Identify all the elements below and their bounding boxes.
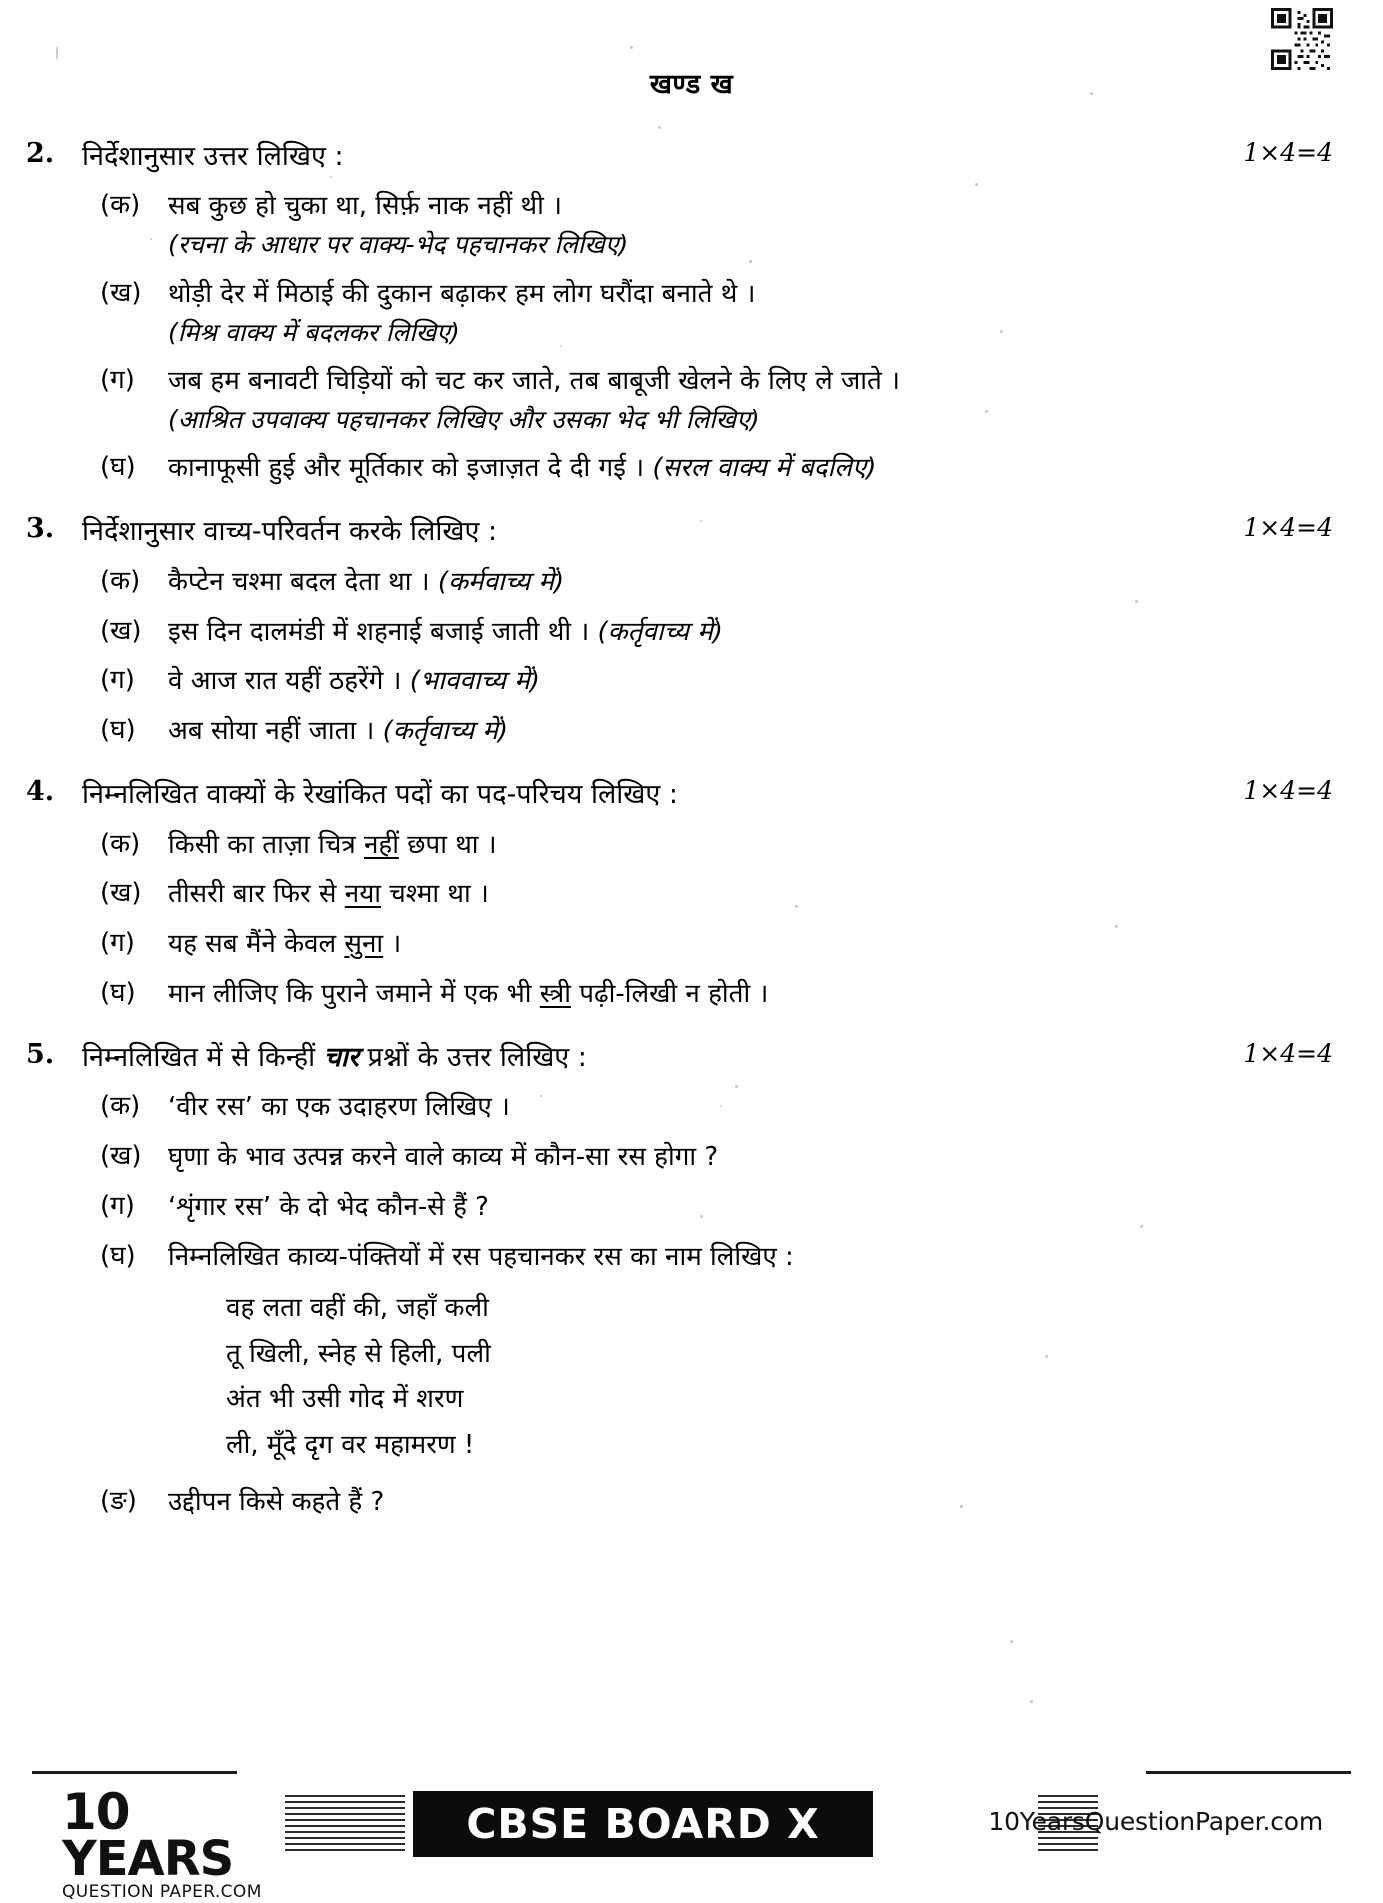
part-body: [168, 188, 1198, 262]
question-part: [82, 1189, 1198, 1226]
part-text: कानाफूसी हुई और मूर्तिकार को इजाज़त दे दी गई ।: [168, 453, 645, 484]
question-title-pre: निम्नलिखित में से किन्हीं: [82, 1042, 324, 1074]
part-text: कैप्टेन चश्मा बदल देता था ।: [168, 566, 430, 597]
question-part: [82, 276, 1198, 350]
part-label: (ग): [100, 1191, 135, 1222]
underlined-word: नहीं: [363, 829, 399, 860]
logo-subtitle: QUESTION PAPER.COM: [62, 1882, 262, 1903]
question-title: [82, 1039, 1198, 1076]
logo-top-line: [62, 1783, 277, 1887]
page-footer: [0, 1763, 1383, 1903]
part-text: वे आज रात यहीं ठहरेंगे ।: [168, 666, 402, 697]
question-title: निम्नलिखित वाक्यों के रेखांकित पदों का पद-परिचय लिखिए :: [82, 779, 678, 811]
logo-years: YEARS: [62, 1830, 234, 1887]
footer-hatch-left: [285, 1795, 405, 1853]
footer-rule-right: [1146, 1771, 1351, 1774]
cbse-board-banner: CBSE BOARD X: [413, 1791, 873, 1857]
question-part: [82, 1089, 1198, 1126]
part-body: [168, 614, 1198, 651]
part-body: [168, 926, 1198, 963]
part-text-pre: यह सब मैंने केवल: [168, 929, 345, 960]
part-inline-hint: (सरल वाक्य में बदलिए): [652, 453, 877, 484]
part-label: (घ): [100, 452, 136, 483]
part-text: निम्नलिखित काव्य-पंक्तियों में रस पहचानकर रस का नाम लिखिए :: [168, 1242, 794, 1273]
part-text: अब सोया नहीं जाता ।: [168, 716, 375, 747]
part-label: (ग): [100, 665, 135, 696]
question-part: [82, 188, 1198, 262]
part-body: [168, 827, 1198, 864]
question-title-emphasis: चार: [323, 1042, 359, 1074]
question-title: निर्देशानुसार उत्तर लिखिए :: [82, 141, 344, 172]
poem-line: तू खिली, स्नेह से हिली, पली: [226, 1338, 491, 1369]
poem-line: वह लता वहीं की, जहाँ कली: [226, 1293, 489, 1323]
part-text-post: चश्मा था ।: [381, 879, 489, 910]
part-body: [168, 1239, 1198, 1468]
underlined-word: सुना: [344, 929, 384, 960]
part-label: (घ): [100, 1241, 136, 1272]
part-body: उद्दीपन किसे कहते हैं ?: [168, 1487, 385, 1517]
part-body: ‘शृंगार रस’ के दो भेद कौन-से हैं ?: [168, 1192, 489, 1223]
part-label: (ग): [100, 365, 135, 396]
question-part: [82, 713, 1198, 750]
question-part: [82, 450, 1198, 487]
part-label: (ख): [100, 277, 142, 308]
part-label: (क): [100, 565, 141, 596]
question-block-4: [0, 776, 1383, 1013]
part-text: सब कुछ हो चुका था, सिर्फ़ नाक नहीं थी ।: [168, 191, 563, 222]
marks-allocation: 1×4=4: [1243, 1039, 1333, 1069]
question-block-5: [0, 1039, 1383, 1521]
question-title-post: प्रश्नों के उत्तर लिखिए :: [358, 1042, 587, 1074]
part-hint: (रचना के आधार पर वाक्य-भेद पहचानकर लिखिए): [168, 230, 629, 260]
logo-ten: 10: [62, 1783, 130, 1841]
part-hint: (मिश्र वाक्य में बदलकर लिखिए): [168, 317, 460, 347]
question-block-3: [0, 513, 1383, 750]
part-body: [168, 450, 1198, 487]
question-part: [82, 926, 1198, 963]
part-text-pre: किसी का ताज़ा चित्र: [168, 829, 364, 860]
question-part: [82, 564, 1198, 601]
part-label: (घ): [100, 715, 136, 746]
part-label: (ग): [100, 928, 135, 959]
part-text: थोड़ी देर में मिठाई की दुकान बढ़ाकर हम लोग घरौंदा बनाते थे ।: [168, 278, 756, 309]
question-number: 4.: [26, 776, 55, 808]
question-part: [82, 1484, 1198, 1521]
part-label: (ख): [100, 615, 142, 646]
marks-allocation: 1×4=4: [1243, 138, 1333, 167]
part-inline-hint: (कर्मवाच्य में): [437, 566, 565, 597]
underlined-word: स्त्री: [539, 979, 571, 1010]
part-label: (ख): [100, 1141, 142, 1172]
question-block-2: [0, 138, 1383, 487]
question-part: [82, 663, 1198, 700]
footer-rule-left: [32, 1771, 237, 1774]
part-inline-hint: (कर्तृवाच्य में): [382, 716, 509, 747]
question-title: निर्देशानुसार वाच्य-परिवर्तन करके लिखिए :: [82, 516, 498, 548]
question-part: [82, 1139, 1198, 1176]
part-body: [168, 276, 1198, 350]
part-label: (क): [100, 828, 141, 859]
question-part: [82, 976, 1198, 1013]
question-part: [82, 363, 1198, 437]
part-text-post: पढ़ी-लिखी न होती ।: [570, 979, 769, 1010]
poem-block: [168, 1286, 1198, 1468]
part-label: (क): [100, 1091, 141, 1122]
poem-line: ली, मूँदे दृग वर महामरण !: [226, 1429, 475, 1460]
part-inline-hint: (भाववाच्य में): [409, 666, 540, 697]
part-label: (घ): [100, 978, 136, 1009]
part-body: [168, 876, 1198, 913]
part-body: ‘वीर रस’ का एक उदाहरण लिखिए ।: [168, 1092, 510, 1123]
marks-allocation: 1×4=4: [1243, 513, 1333, 543]
part-text-pre: मान लीजिए कि पुराने जमाने में एक भी: [168, 979, 540, 1010]
questions-container: [0, 120, 1383, 1521]
part-text: इस दिन दालमंडी में शहनाई बजाई जाती थी ।: [168, 616, 590, 647]
part-text-post: ।: [383, 929, 402, 960]
part-label: (ङ): [100, 1486, 137, 1516]
underlined-word: नया: [344, 879, 382, 910]
part-inline-hint: (कर्तृवाच्य में): [597, 616, 723, 647]
part-body: [168, 363, 1198, 437]
ten-years-logo: [62, 1783, 277, 1903]
question-number: 5.: [26, 1039, 55, 1071]
part-body: घृणा के भाव उत्पन्न करने वाले काव्य में कौन-सा रस होगा ?: [168, 1142, 719, 1173]
website-text: 10YearsQuestionPaper.com: [988, 1807, 1323, 1836]
part-label: (क): [100, 190, 141, 221]
question-part: [82, 1239, 1198, 1468]
marks-allocation: 1×4=4: [1243, 776, 1333, 806]
part-hint: (आश्रित उपवाक्य पहचानकर लिखिए और उसका भेद भी लिखिए): [168, 404, 760, 434]
question-part: [82, 827, 1198, 864]
section-heading: खण्ड ख: [649, 69, 734, 100]
part-body: [168, 663, 1198, 700]
part-text-post: छपा था ।: [398, 829, 497, 860]
qr-code-icon: [1271, 8, 1333, 70]
part-label: (ख): [100, 878, 142, 909]
part-body: [168, 713, 1198, 750]
part-text: जब हम बनावटी चिड़ियों को चट कर जाते, तब बाबूजी खेलने के लिए ले जाते ।: [168, 366, 900, 397]
question-part: [82, 876, 1198, 913]
part-text-pre: तीसरी बार फिर से: [168, 879, 345, 910]
question-number: 2.: [26, 138, 55, 169]
part-body: [168, 976, 1198, 1013]
part-body: [168, 564, 1198, 601]
question-number: 3.: [26, 513, 55, 545]
question-part: [82, 614, 1198, 651]
poem-line: अंत भी उसी गोद में शरण: [226, 1384, 464, 1414]
